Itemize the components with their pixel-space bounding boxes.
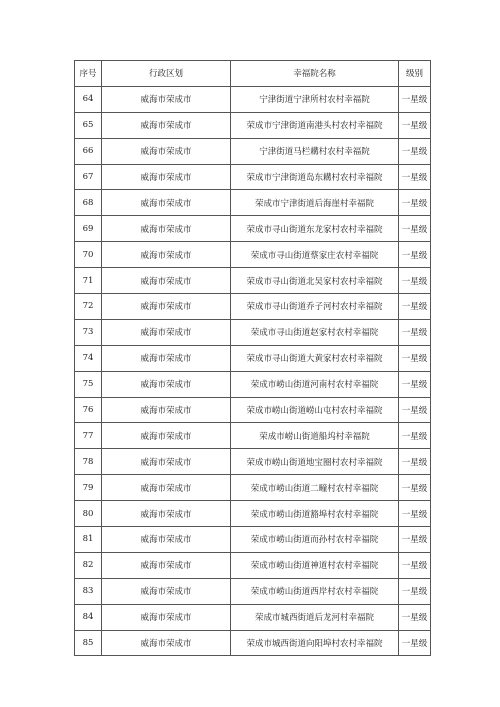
cell-level: 一星级	[399, 345, 431, 371]
table-row	[75, 475, 431, 501]
cell-region: 威海市荣成市	[102, 475, 231, 501]
cell-name: 荣成市崂山街道二疃村农村幸福院	[231, 475, 399, 501]
cell-level: 一星级	[399, 164, 431, 190]
cell-region: 威海市荣成市	[102, 242, 231, 268]
cell-no: 73	[75, 319, 102, 345]
cell-region: 威海市荣成市	[102, 449, 231, 475]
table-row	[75, 345, 431, 371]
cell-name: 荣成市崂山街道船坞村幸福院	[231, 423, 399, 449]
cell-region: 威海市荣成市	[102, 164, 231, 190]
cell-level: 一星级	[399, 294, 431, 320]
cell-region: 威海市荣成市	[102, 578, 231, 604]
cell-level: 一星级	[399, 604, 431, 630]
cell-level: 一星级	[399, 630, 431, 656]
cell-region: 威海市荣成市	[102, 112, 231, 138]
cell-region: 威海市荣成市	[102, 604, 231, 630]
cell-no: 72	[75, 294, 102, 320]
cell-name: 荣成市寻山街道东龙家村农村幸福院	[231, 216, 399, 242]
table-row	[75, 268, 431, 294]
cell-region: 威海市荣成市	[102, 423, 231, 449]
table-row	[75, 630, 431, 656]
cell-name: 荣成市宁津街道南港头村农村幸福院	[231, 112, 399, 138]
table-row	[75, 604, 431, 630]
table-row	[75, 164, 431, 190]
header-no: 序号	[75, 61, 102, 87]
cell-no: 69	[75, 216, 102, 242]
cell-level: 一星级	[399, 242, 431, 268]
cell-region: 威海市荣成市	[102, 501, 231, 527]
cell-no: 74	[75, 345, 102, 371]
table-row	[75, 138, 431, 164]
cell-level: 一星级	[399, 190, 431, 216]
cell-name: 荣成市城西街道后龙河村幸福院	[231, 604, 399, 630]
cell-name: 荣成市崂山街道崂山屯村农村幸福院	[231, 397, 399, 423]
cell-region: 威海市荣成市	[102, 86, 231, 112]
table-row	[75, 371, 431, 397]
cell-no: 66	[75, 138, 102, 164]
cell-no: 76	[75, 397, 102, 423]
cell-name: 荣成市崂山街道豁埠村农村幸福院	[231, 501, 399, 527]
cell-region: 威海市荣成市	[102, 371, 231, 397]
cell-no: 75	[75, 371, 102, 397]
cell-level: 一星级	[399, 112, 431, 138]
table-row	[75, 216, 431, 242]
cell-no: 77	[75, 423, 102, 449]
table-row	[75, 190, 431, 216]
cell-name: 荣成市宁津街道岛东耩村农村幸福院	[231, 164, 399, 190]
cell-region: 威海市荣成市	[102, 190, 231, 216]
cell-no: 64	[75, 86, 102, 112]
table-row	[75, 319, 431, 345]
table-row	[75, 242, 431, 268]
header-level: 级别	[399, 61, 431, 87]
cell-name: 荣成市崂山街道地宝圈村农村幸福院	[231, 449, 399, 475]
cell-level: 一星级	[399, 578, 431, 604]
cell-level: 一星级	[399, 501, 431, 527]
cell-no: 83	[75, 578, 102, 604]
cell-name: 荣成市崂山街道神道村农村幸福院	[231, 552, 399, 578]
cell-level: 一星级	[399, 86, 431, 112]
cell-name: 荣成市崂山街道河南村农村幸福院	[231, 371, 399, 397]
cell-name: 荣成市寻山街道大黄家村农村幸福院	[231, 345, 399, 371]
cell-level: 一星级	[399, 423, 431, 449]
cell-name: 荣成市寻山街道赵家村农村幸福院	[231, 319, 399, 345]
cell-level: 一星级	[399, 268, 431, 294]
cell-no: 67	[75, 164, 102, 190]
cell-region: 威海市荣成市	[102, 319, 231, 345]
table-row	[75, 423, 431, 449]
table-row	[75, 578, 431, 604]
table-row	[75, 552, 431, 578]
cell-name: 荣成市寻山街道蔡家庄农村幸福院	[231, 242, 399, 268]
cell-level: 一星级	[399, 475, 431, 501]
cell-level: 一星级	[399, 527, 431, 553]
cell-no: 80	[75, 501, 102, 527]
cell-region: 威海市荣成市	[102, 138, 231, 164]
cell-name: 荣成市寻山街道北吴家村农村幸福院	[231, 268, 399, 294]
cell-level: 一星级	[399, 371, 431, 397]
cell-name: 荣成市城西街道向阳埠村农村幸福院	[231, 630, 399, 656]
document-page	[74, 60, 431, 656]
cell-name: 荣成市崂山街道西岸村农村幸福院	[231, 578, 399, 604]
cell-region: 威海市荣成市	[102, 527, 231, 553]
cell-level: 一星级	[399, 216, 431, 242]
table-row	[75, 527, 431, 553]
cell-no: 71	[75, 268, 102, 294]
cell-level: 一星级	[399, 319, 431, 345]
cell-no: 68	[75, 190, 102, 216]
table-row	[75, 449, 431, 475]
table-header-row	[75, 61, 431, 87]
welfare-home-table	[74, 60, 431, 656]
cell-no: 79	[75, 475, 102, 501]
cell-region: 威海市荣成市	[102, 268, 231, 294]
table-row	[75, 86, 431, 112]
cell-name: 宁津街道马栏耩村农村幸福院	[231, 138, 399, 164]
cell-no: 78	[75, 449, 102, 475]
cell-no: 70	[75, 242, 102, 268]
cell-name: 荣成市崂山街道而孙村农村幸福院	[231, 527, 399, 553]
cell-name: 荣成市寻山街道乔子河村农村幸福院	[231, 294, 399, 320]
cell-level: 一星级	[399, 397, 431, 423]
table-row	[75, 112, 431, 138]
cell-level: 一星级	[399, 552, 431, 578]
cell-region: 威海市荣成市	[102, 630, 231, 656]
cell-region: 威海市荣成市	[102, 216, 231, 242]
cell-level: 一星级	[399, 449, 431, 475]
cell-name: 宁津街道宁津所村农村幸福院	[231, 86, 399, 112]
cell-no: 84	[75, 604, 102, 630]
table-row	[75, 294, 431, 320]
table-body	[75, 86, 431, 656]
header-region: 行政区划	[102, 61, 231, 87]
cell-region: 威海市荣成市	[102, 552, 231, 578]
cell-level: 一星级	[399, 138, 431, 164]
header-name: 幸福院名称	[231, 61, 399, 87]
cell-name: 荣成市宁津街道后海崖村幸福院	[231, 190, 399, 216]
cell-no: 82	[75, 552, 102, 578]
cell-no: 81	[75, 527, 102, 553]
cell-no: 85	[75, 630, 102, 656]
cell-region: 威海市荣成市	[102, 397, 231, 423]
cell-no: 65	[75, 112, 102, 138]
cell-region: 威海市荣成市	[102, 294, 231, 320]
cell-region: 威海市荣成市	[102, 345, 231, 371]
table-row	[75, 397, 431, 423]
table-row	[75, 501, 431, 527]
